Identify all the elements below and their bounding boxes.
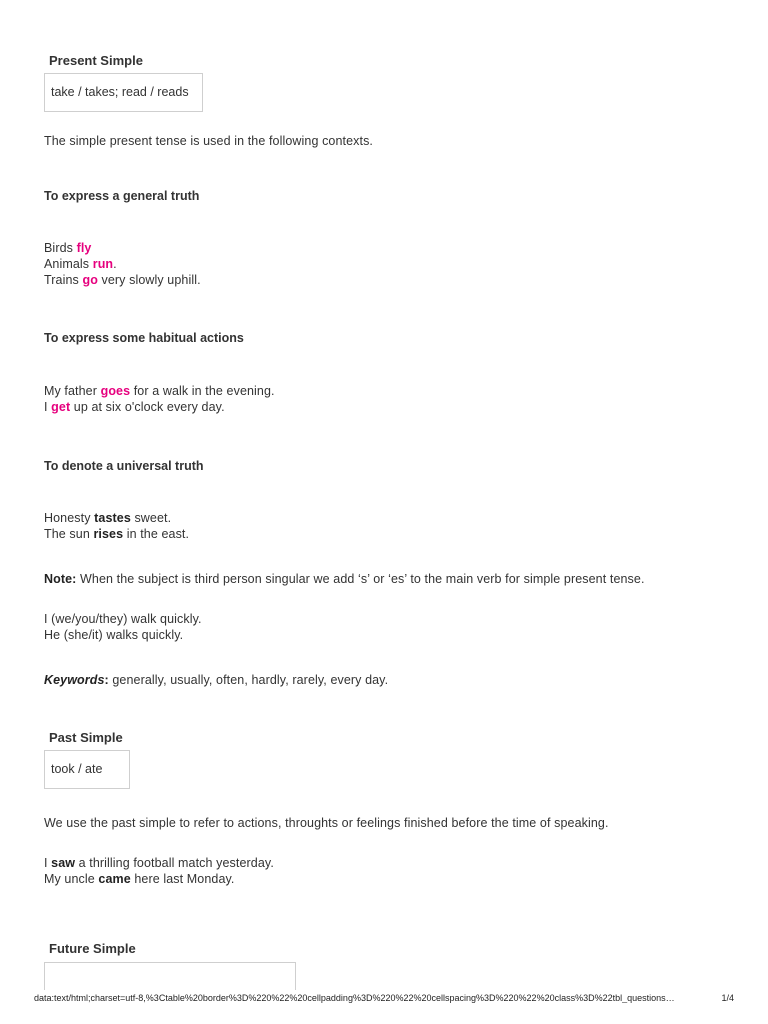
page-number: 1/4 <box>721 993 734 1003</box>
print-url: data:text/html;charset=utf-8,%3Ctable%20border%3D%220%22%20cellpadding%3D%220%22%20cellspacing%3D%220%22%20class%3D%22tbl_questions… <box>34 993 675 1003</box>
example-line: Birds fly <box>44 241 92 255</box>
past-simple-form-box <box>44 750 130 789</box>
example-line: He (she/it) walks quickly. <box>44 628 184 642</box>
present-simple-intro: The simple present tense is used in the following contexts. <box>44 134 373 148</box>
past-simple-intro: We use the past simple to refer to actions, throughts or feelings finished before the time of speaking. <box>44 816 609 830</box>
highlighted-verb: get <box>51 400 71 414</box>
note-label: Note: <box>44 572 77 586</box>
universal-truth-examples <box>44 510 189 542</box>
universal-truth-heading: To denote a universal truth <box>44 459 204 473</box>
note-paragraph: Note: When the subject is third person singular we add ‘s’ or ‘es’ to the main verb for simple present tense. <box>44 572 645 586</box>
keywords-label: Keywords <box>44 673 105 687</box>
highlighted-verb: fly <box>76 241 92 255</box>
example-line: My father goes for a walk in the evening. <box>44 384 275 398</box>
bold-verb: rises <box>93 527 124 541</box>
bold-verb: came <box>98 872 131 886</box>
highlighted-verb: goes <box>100 384 131 398</box>
present-simple-form: take / takes; read / reads <box>51 85 189 99</box>
highlighted-verb: go <box>82 273 98 287</box>
future-simple-form-box <box>44 962 296 990</box>
past-simple-form: took / ate <box>51 762 103 776</box>
example-line: My uncle came here last Monday. <box>44 872 235 886</box>
bold-verb: saw <box>51 856 76 870</box>
example-line: I saw a thrilling football match yesterday. <box>44 856 274 870</box>
habitual-examples <box>44 383 275 415</box>
present-simple-form-box <box>44 73 203 112</box>
bold-verb: tastes <box>94 511 131 525</box>
keywords-paragraph: Keywords: generally, usually, often, hardly, rarely, every day. <box>44 673 389 687</box>
example-line: I get up at six o'clock every day. <box>44 400 225 414</box>
example-line: Honesty tastes sweet. <box>44 511 172 525</box>
present-simple-heading: Present Simple <box>49 53 143 68</box>
habitual-heading: To express some habitual actions <box>44 331 244 345</box>
general-truth-examples <box>44 240 201 288</box>
example-line: The sun rises in the east. <box>44 527 190 541</box>
general-truth-heading: To express a general truth <box>44 189 200 203</box>
subject-examples <box>44 611 202 643</box>
example-line: Trains go very slowly uphill. <box>44 273 201 287</box>
past-simple-heading: Past Simple <box>49 730 123 745</box>
example-line: I (we/you/they) walk quickly. <box>44 612 202 626</box>
future-simple-heading: Future Simple <box>49 941 136 956</box>
example-line: Animals run. <box>44 257 117 271</box>
highlighted-verb: run <box>92 257 114 271</box>
past-simple-examples <box>44 855 274 887</box>
